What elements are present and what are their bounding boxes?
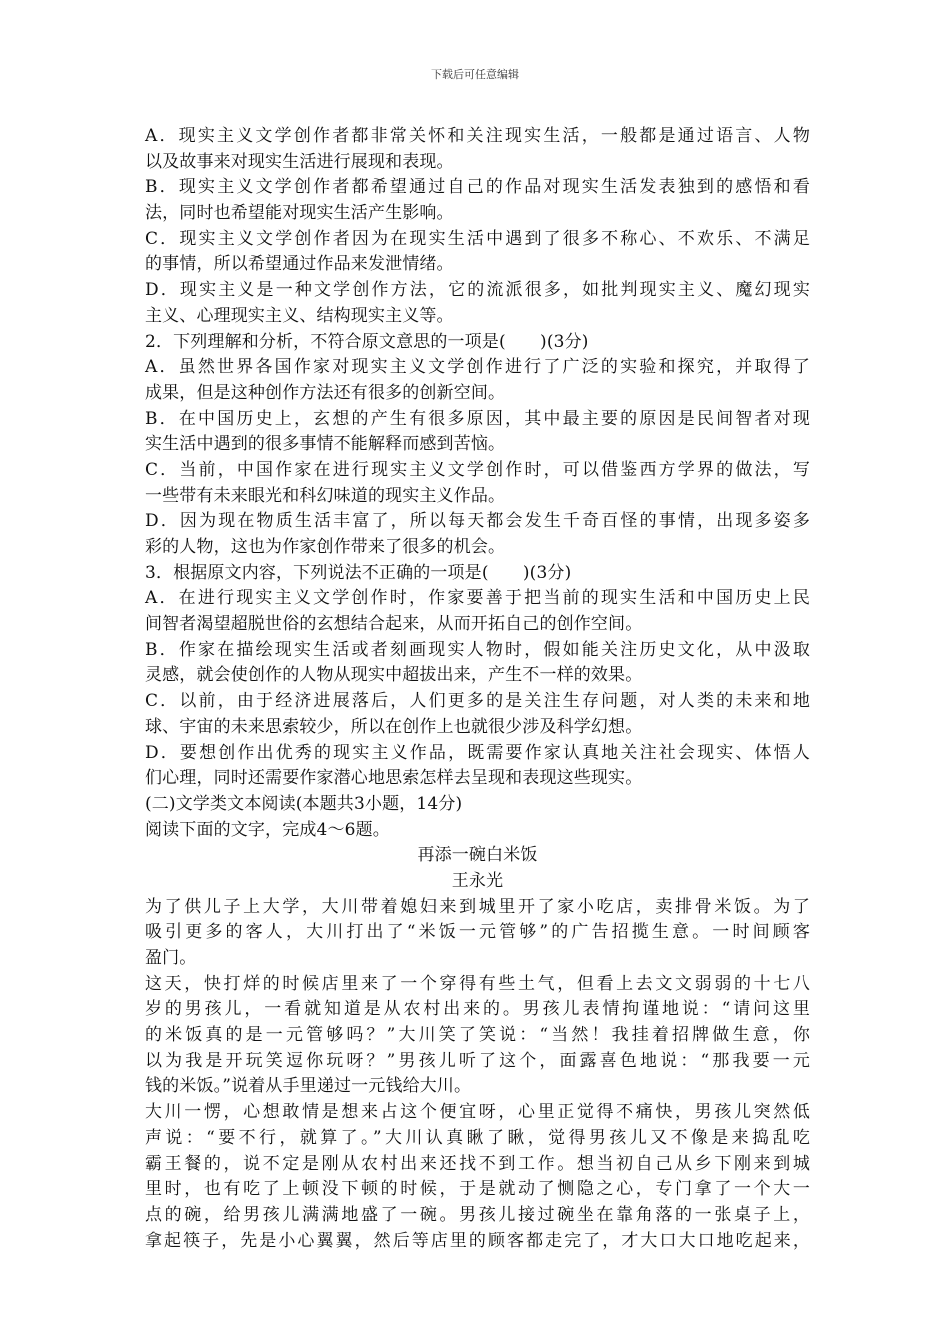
- text-line: 以及故事来对现实生活进行展现和表现。: [145, 151, 454, 172]
- text-line: 霸王餐的，说不定是刚从农村出来还找不到工作。想当初自己从乡下刚来到城: [145, 1153, 810, 1174]
- text-line: 成果，但是这种创作方法还有很多的创新空间。: [145, 382, 506, 403]
- text-line: 阅读下面的文字，完成4～6题。: [145, 819, 390, 840]
- text-line: 再添一碗白米饭: [417, 845, 538, 866]
- text-line: 一些带有未来眼光和科幻味道的现实主义作品。: [145, 485, 506, 506]
- text-line: C．现实主义文学创作者因为在现实生活中遇到了很多不称心、不欢乐、不满足: [145, 228, 810, 249]
- text-line: 声说：“要不行，就算了。”大川认真瞅了瞅，觉得男孩儿又不像是来捣乱吃: [145, 1127, 810, 1148]
- text-line: C．当前，中国作家在进行现实主义文学创作时，可以借鉴西方学界的做法，写: [145, 459, 810, 480]
- text-line: 2．下列理解和分析，不符合原文意思的一项是( )(3分): [145, 331, 589, 352]
- text-line: 钱的米饭。”说着从手里递过一元钱给大川。: [145, 1076, 472, 1097]
- text-line: 们心理，同时还需要作家潜心地思索怎样去呈现和表现这些现实。: [145, 768, 643, 789]
- text-line: 灵感，就会使创作的人物从现实中超拔出来，产生不一样的效果。: [145, 665, 643, 686]
- text-line: 实生活中遇到的很多事情不能解释而感到苦恼。: [145, 434, 506, 455]
- text-line: D．要想创作出优秀的现实主义作品，既需要作家认真地关注社会现实、体悟人: [145, 742, 810, 763]
- text-line: 里时，也有吃了上顿没下顿的时候，于是就动了恻隐之心，专门拿了一个大一: [145, 1179, 810, 1200]
- text-line: 岁的男孩儿，一看就知道是从农村出来的。男孩儿表情拘谨地说：“请问这里: [145, 999, 810, 1020]
- text-line: 拿起筷子，先是小心翼翼，然后等店里的顾客都走完了，才大口大口地吃起来，: [145, 1230, 810, 1251]
- document-body: [145, 124, 810, 1254]
- text-line: 这天，快打烊的时候店里来了一个穿得有些土气，但看上去文文弱弱的十七八: [145, 973, 810, 994]
- text-line: B．现实主义文学创作者都希望通过自己的作品对现实生活发表独到的感悟和看: [145, 177, 810, 198]
- text-line: 主义、心理现实主义、结构现实主义等。: [145, 305, 454, 326]
- text-line: 间智者渴望超脱世俗的玄想结合起来，从而开拓自己的创作空间。: [145, 614, 643, 635]
- text-line: A．在进行现实主义文学创作时，作家要善于把当前的现实生活和中国历史上民: [145, 588, 810, 609]
- text-line: 的米饭真的是一元管够吗？”大川笑了笑说：“当然！我挂着招牌做生意，你: [145, 1025, 810, 1046]
- text-line: C．以前，由于经济进展落后，人们更多的是关注生存问题，对人类的未来和地: [145, 691, 810, 712]
- text-line: 的事情，所以希望通过作品来发泄情绪。: [145, 254, 454, 275]
- text-line: A．虽然世界各国作家对现实主义文学创作进行了广泛的实验和探究，并取得了: [145, 357, 810, 378]
- text-line: B．在中国历史上，玄想的产生有很多原因，其中最主要的原因是民间智者对现: [145, 408, 810, 429]
- text-line: 王永光: [451, 870, 504, 891]
- text-line: B．作家在描绘现实生活或者刻画现实人物时，假如能关注历史文化，从中汲取: [145, 639, 810, 660]
- text-line: A．现实主义文学创作者都非常关怀和关注现实生活，一般都是通过语言、人物: [145, 126, 810, 146]
- text-line: (二)文学类文本阅读(本题共3小题，14分): [145, 793, 463, 814]
- text-line: 盈门。: [145, 948, 197, 968]
- text-line: D．因为现在物质生活丰富了，所以每天都会发生千奇百怪的事情，出现多姿多: [145, 511, 810, 532]
- text-line: 以为我是开玩笑逗你玩呀？”男孩儿听了这个，面露喜色地说：“那我要一元: [145, 1050, 810, 1071]
- text-line: 彩的人物，这也为作家创作带来了很多的机会。: [145, 537, 506, 557]
- text-line: 为了供儿子上大学，大川带着媳妇来到城里开了家小吃店，卖排骨米饭。为了: [145, 896, 810, 917]
- text-line: 3．根据原文内容，下列说法不正确的一项是( )(3分): [145, 562, 572, 583]
- text-line: 法，同时也希望能对现实生活产生影响。: [145, 203, 454, 224]
- text-line: D．现实主义是一种文学创作方法，它的流派很多，如批判现实主义、魔幻现实: [145, 280, 810, 301]
- text-line: 大川一愣，心想敢情是想来占这个便宜呀，心里正觉得不痛快，男孩儿突然低: [145, 1102, 810, 1123]
- text-line: 球、宇宙的未来思索较少，所以在创作上也就很少涉及科学幻想。: [145, 716, 643, 737]
- page-header: 下载后可任意编辑: [431, 68, 519, 81]
- text-line: 点的碗，给男孩儿满满地盛了一碗。男孩儿接过碗坐在靠角落的一张桌子上，: [145, 1204, 810, 1225]
- text-line: 吸引更多的客人，大川打出了“米饭一元管够”的广告招揽生意。一时间顾客: [145, 922, 810, 943]
